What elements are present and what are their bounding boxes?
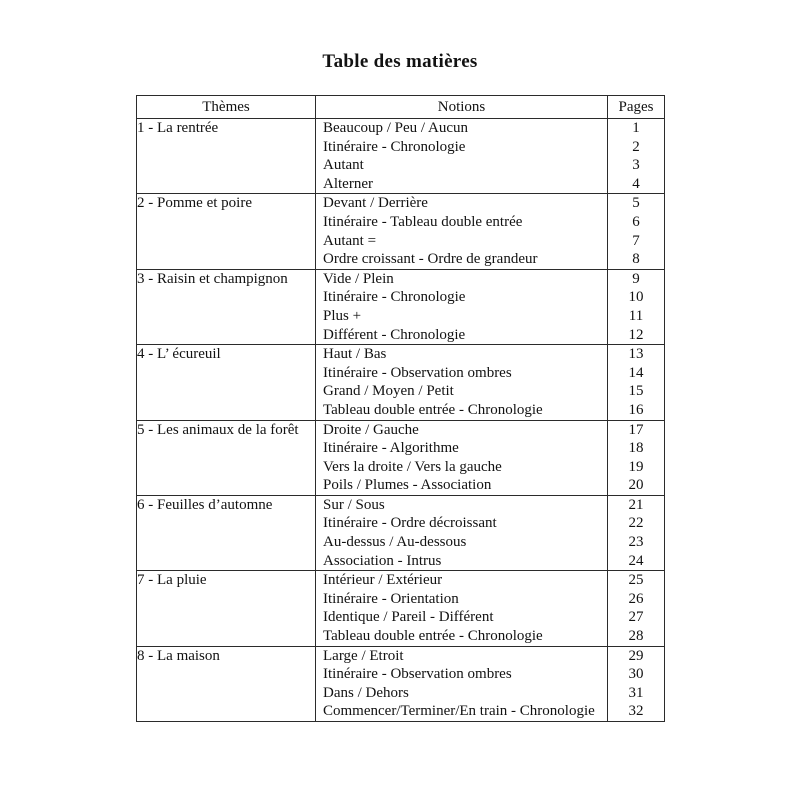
notion-entry: Sur / Sous <box>323 496 385 513</box>
notion-entry: Large / Etroit <box>323 647 404 664</box>
notion-entry: Itinéraire - Observation ombres <box>323 364 512 381</box>
table-row <box>137 194 665 269</box>
theme-cell: 4 - L’ écureuil <box>137 345 316 420</box>
notions-cell <box>316 646 608 721</box>
notion-entry: Ordre croissant - Ordre de grandeur <box>323 251 538 268</box>
page-number: 15 <box>628 383 644 400</box>
page-number: 9 <box>632 270 640 287</box>
page-number: 22 <box>628 515 644 532</box>
notion-entry: Poils / Plumes - Association <box>323 477 492 494</box>
pages-cell <box>608 194 665 269</box>
notions-cell <box>316 420 608 495</box>
theme-cell: 5 - Les animaux de la forêt <box>137 420 316 495</box>
pages-cell <box>608 495 665 570</box>
notion-entry: Commencer/Terminer/En train - Chronologie <box>323 703 595 720</box>
table-row <box>137 571 665 646</box>
column-header-themes: Thèmes <box>137 96 316 119</box>
notion-entry: Itinéraire - Ordre décroissant <box>323 515 497 532</box>
pages-cell <box>608 571 665 646</box>
page-number: 6 <box>632 213 640 230</box>
table-header <box>137 96 665 119</box>
column-header-pages: Pages <box>608 96 665 119</box>
page-number: 14 <box>628 364 644 381</box>
theme-cell: 6 - Feuilles d’automne <box>137 495 316 570</box>
notions-cell <box>316 194 608 269</box>
page-number: 7 <box>632 232 640 249</box>
page-number: 11 <box>628 307 644 324</box>
notion-entry: Haut / Bas <box>323 346 387 363</box>
notion-entry: Itinéraire - Tableau double entrée <box>323 213 523 230</box>
table-body <box>137 119 665 722</box>
table-row <box>137 420 665 495</box>
page-number: 26 <box>628 590 644 607</box>
notion-entry: Tableau double entrée - Chronologie <box>323 628 543 645</box>
table-of-contents <box>136 95 665 722</box>
page-number: 5 <box>632 195 640 212</box>
table-row <box>137 345 665 420</box>
table-row <box>137 646 665 721</box>
theme-cell: 8 - La maison <box>137 646 316 721</box>
notion-entry: Beaucoup / Peu / Aucun <box>323 120 468 136</box>
notion-entry: Autant = <box>323 232 377 249</box>
notion-entry: Au-dessus / Au-dessous <box>323 534 467 551</box>
pages-cell <box>608 269 665 344</box>
notion-entry: Tableau double entrée - Chronologie <box>323 401 543 418</box>
page-number: 4 <box>632 175 640 192</box>
notions-cell <box>316 119 608 194</box>
page-number: 17 <box>628 421 644 438</box>
page-number: 25 <box>628 572 644 589</box>
column-header-notions: Notions <box>316 96 608 119</box>
page-number: 8 <box>632 251 640 268</box>
notion-entry: Grand / Moyen / Petit <box>323 383 454 400</box>
table-row <box>137 495 665 570</box>
notion-entry: Plus + <box>323 307 362 324</box>
pages-cell <box>608 420 665 495</box>
theme-cell: 2 - Pomme et poire <box>137 194 316 269</box>
notions-cell <box>316 495 608 570</box>
notions-cell <box>316 571 608 646</box>
page-number: 3 <box>632 157 640 174</box>
notion-entry: Itinéraire - Algorithme <box>323 440 459 457</box>
notion-entry: Dans / Dehors <box>323 684 409 701</box>
page-number: 28 <box>628 628 644 645</box>
notions-cell <box>316 269 608 344</box>
pages-cell <box>608 119 665 194</box>
table-row <box>137 119 665 194</box>
page-number: 24 <box>628 552 644 569</box>
notion-entry: Vers la droite / Vers la gauche <box>323 458 502 475</box>
notions-cell <box>316 345 608 420</box>
theme-cell: 7 - La pluie <box>137 571 316 646</box>
page-number: 10 <box>628 289 644 306</box>
page-number: 30 <box>628 666 644 683</box>
page-number: 27 <box>628 609 644 626</box>
theme-cell: 1 - La rentrée <box>137 119 316 194</box>
notion-entry: Itinéraire - Orientation <box>323 590 459 607</box>
notion-entry: Devant / Derrière <box>323 195 428 212</box>
page-number: 16 <box>628 401 644 418</box>
page-number: 31 <box>628 684 644 701</box>
page-number: 29 <box>628 647 644 664</box>
notion-entry: Différent - Chronologie <box>323 326 466 343</box>
notion-entry: Itinéraire - Observation ombres <box>323 666 512 683</box>
page-number: 13 <box>628 346 644 363</box>
page-number: 21 <box>628 496 644 513</box>
page-number: 12 <box>628 326 644 343</box>
notion-entry: Association - Intrus <box>323 552 442 569</box>
page-number: 2 <box>632 138 640 155</box>
notion-entry: Vide / Plein <box>323 270 394 287</box>
page-number: 18 <box>628 440 644 457</box>
notion-entry: Droite / Gauche <box>323 421 419 438</box>
notion-entry: Identique / Pareil - Différent <box>323 609 494 626</box>
page-number: 23 <box>628 534 644 551</box>
notion-entry: Autant <box>323 157 364 174</box>
table-row <box>137 269 665 344</box>
page-number: 19 <box>628 458 644 475</box>
notion-entry: Itinéraire - Chronologie <box>323 138 466 155</box>
notion-entry: Itinéraire - Chronologie <box>323 289 466 306</box>
page-number: 32 <box>628 703 644 720</box>
page-title: Table des matières <box>322 51 478 72</box>
notion-entry: Intérieur / Extérieur <box>323 572 443 589</box>
notion-entry: Alterner <box>323 175 373 192</box>
table-header-row <box>137 96 665 119</box>
page-number: 20 <box>628 477 644 494</box>
pages-cell <box>608 646 665 721</box>
theme-cell: 3 - Raisin et champignon <box>137 269 316 344</box>
pages-cell <box>608 345 665 420</box>
page-number: 1 <box>632 120 640 136</box>
